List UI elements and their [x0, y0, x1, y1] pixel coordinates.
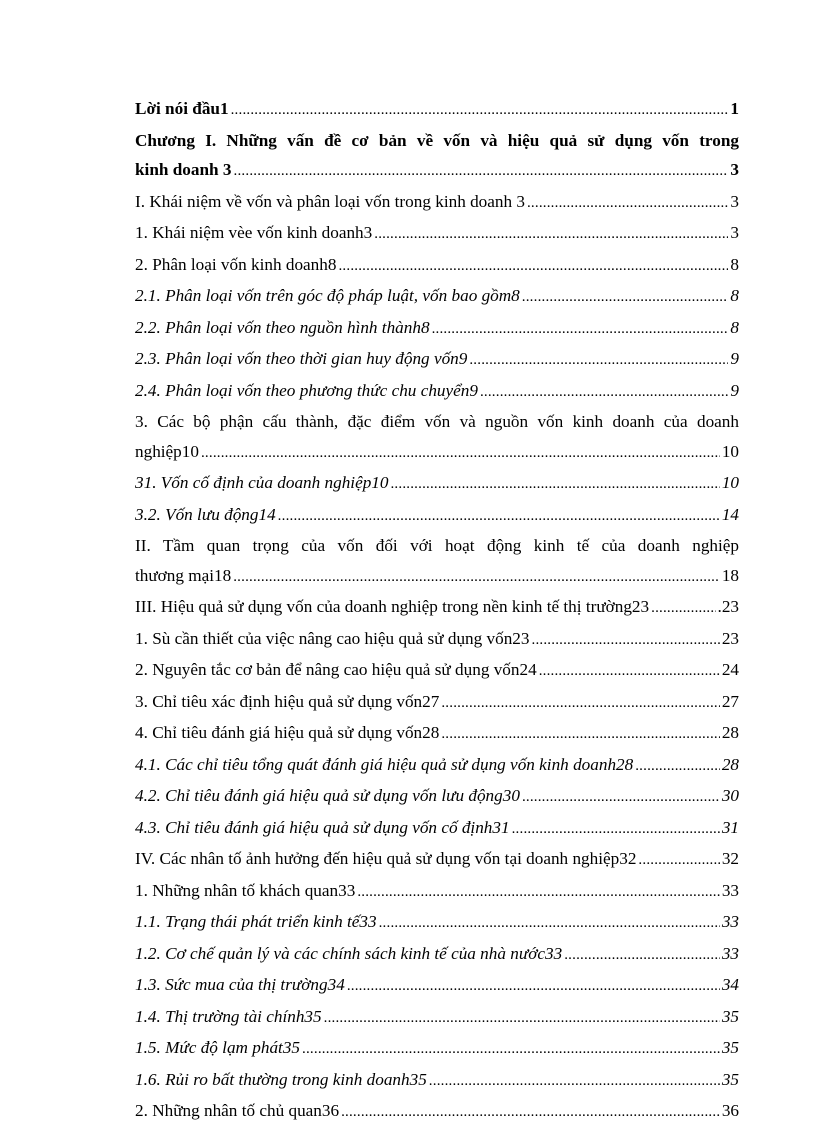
toc-page-number: 8: [730, 254, 739, 274]
toc-entry-title: 2.2. Phân loại vốn theo nguồn hình thành8: [135, 317, 430, 337]
toc-page-number: .23: [717, 597, 739, 616]
toc-page-number: 33: [721, 943, 739, 963]
toc-entry-title: 4.1. Các chỉ tiêu tổng quát đánh giá hiệu quả sử dụng vốn kinh doanh28: [135, 754, 634, 774]
toc-dot-leader: [532, 626, 720, 656]
toc-entry-title: nghiệp10: [135, 441, 199, 461]
toc-entry-heading-line: 3. Các bộ phận cấu thành, đặc điểm vốn và nguồn vốn kinh doanh của doanh: [135, 412, 739, 431]
toc-entry[interactable]: [135, 781, 739, 813]
toc-dot-leader: [539, 657, 720, 687]
toc-entry[interactable]: [135, 218, 739, 250]
toc-dot-leader: [338, 252, 728, 282]
toc-dot-leader: [651, 594, 715, 624]
toc-entry[interactable]: [135, 376, 739, 408]
toc-entry[interactable]: [135, 1065, 739, 1097]
toc-page-number: 32: [721, 849, 739, 868]
toc-page-number: 8: [730, 317, 739, 337]
toc-entry[interactable]: [135, 970, 739, 1002]
toc-entry-title: 2.3. Phân loại vốn theo thời gian huy động vốn9: [135, 349, 468, 368]
toc-entry-title: 1. Những nhân tố khách quan33: [135, 880, 356, 900]
toc-entry[interactable]: [135, 655, 739, 687]
toc-page-number: 10: [721, 441, 739, 461]
toc-page-number: 36: [721, 1101, 739, 1120]
toc-dot-leader: [234, 157, 729, 187]
toc-entry-title: 1.3. Sức mua của thị trường34: [135, 975, 345, 994]
toc-dot-leader: [233, 563, 720, 593]
toc-dot-leader: [201, 439, 720, 469]
toc-entry-heading-line: Chương I. Những vấn đề cơ bản về vốn và hiệu quả sử dụng vốn trong: [135, 130, 739, 150]
toc-entry[interactable]: [135, 281, 739, 313]
toc-entry[interactable]: [135, 437, 739, 469]
toc-entry-title: I. Khái niệm về vốn và phân loại vốn trong kinh doanh 3: [135, 191, 525, 211]
toc-entry-title: 2. Phân loại vốn kinh doanh8: [135, 254, 337, 274]
toc-dot-leader: [441, 720, 719, 750]
toc-dot-leader: [432, 315, 729, 345]
toc-dot-leader: [469, 346, 728, 376]
toc-page-number: 18: [721, 565, 739, 585]
toc-dot-leader: [231, 96, 729, 126]
toc-dot-leader: [635, 752, 720, 782]
toc-entry-title: 1. Sù cần thiết của việc nâng cao hiệu quả sử dụng vốn23: [135, 628, 530, 648]
toc-page-number: 3: [730, 160, 739, 179]
toc-page-number: 24: [721, 660, 739, 679]
toc-entry[interactable]: [135, 561, 739, 593]
toc-entry-title: 1.2. Cơ chế quản lý và các chính sách kinh tế của nhà nước33: [135, 943, 563, 963]
toc-page-number: 9: [730, 349, 739, 368]
toc-entry-title: 1.5. Mức độ lạm phát35: [135, 1038, 301, 1057]
toc-page-number: 8: [730, 286, 739, 305]
toc-entry[interactable]: [135, 687, 739, 719]
toc-dot-leader: [522, 783, 720, 813]
toc-entry[interactable]: [135, 1002, 739, 1034]
toc-dot-leader: [347, 972, 720, 1002]
toc-entry[interactable]: [135, 718, 739, 750]
toc-entry-title: kinh doanh 3: [135, 160, 232, 179]
toc-page-number: 27: [721, 691, 739, 711]
toc-entry[interactable]: [135, 1033, 739, 1065]
toc-entry[interactable]: [135, 939, 739, 971]
toc-dot-leader: [278, 502, 720, 532]
toc-entry[interactable]: [135, 500, 739, 532]
toc-entry-title: 1.4. Thị trường tài chính35: [135, 1006, 322, 1026]
toc-entry[interactable]: [135, 155, 739, 187]
toc-entry[interactable]: [135, 313, 739, 345]
toc-entry[interactable]: [135, 344, 739, 376]
toc-page-number: 14: [721, 504, 739, 524]
toc-dot-leader: [324, 1004, 720, 1034]
toc-page-number: 3: [730, 223, 739, 242]
toc-entry-title: 2.1. Phân loại vốn trên góc độ pháp luật, vốn bao gồm8: [135, 286, 520, 305]
table-of-contents: [135, 94, 739, 1128]
toc-entry[interactable]: [135, 592, 739, 624]
toc-page-number: 9: [730, 380, 739, 400]
toc-entry[interactable]: [135, 876, 739, 908]
toc-dot-leader: [379, 909, 720, 939]
toc-entry-title: 1. Khái niệm vèe vốn kinh doanh3: [135, 223, 373, 242]
toc-entry[interactable]: [135, 750, 739, 782]
toc-entry-title: 31. Vốn cố định của doanh nghiệp10: [135, 473, 389, 492]
toc-page-number: 1: [730, 99, 739, 118]
toc-entry[interactable]: [135, 624, 739, 656]
toc-page-number: 3: [730, 191, 739, 211]
toc-page-number: 30: [721, 786, 739, 805]
toc-dot-leader: [374, 220, 728, 250]
toc-entry-title: Lời nói đầu1: [135, 99, 229, 118]
toc-page-number: 35: [721, 1069, 739, 1089]
toc-entry-title: thương mại18: [135, 565, 232, 585]
toc-page-number: 35: [721, 1006, 739, 1026]
toc-entry-title: 4. Chỉ tiêu đánh giá hiệu quả sử dụng vốn28: [135, 723, 440, 742]
toc-dot-leader: [357, 878, 720, 908]
toc-entry-heading-line: II. Tầm quan trọng của vốn đối với hoạt động kinh tế của doanh nghiệp: [135, 536, 739, 555]
toc-entry[interactable]: [135, 907, 739, 939]
toc-dot-leader: [638, 846, 719, 876]
toc-dot-leader: [527, 189, 728, 219]
toc-entry-title: 2. Những nhân tố chủ quan36: [135, 1101, 340, 1120]
toc-dot-leader: [564, 941, 720, 971]
toc-entry-title: IV. Các nhân tố ảnh hưởng đến hiệu quả sử dụng vốn tại doanh nghiệp32: [135, 849, 637, 868]
toc-entry-title: 3.2. Vốn lưu động14: [135, 504, 276, 524]
toc-entry[interactable]: [135, 187, 739, 219]
toc-page-number: 34: [721, 975, 739, 994]
toc-entry-title: 1.1. Trạng thái phát triển kinh tế33: [135, 912, 377, 931]
toc-entry-title: 1.6. Rủi ro bất thường trong kinh doanh35: [135, 1069, 427, 1089]
toc-entry[interactable]: [135, 250, 739, 282]
toc-dot-leader: [512, 815, 720, 845]
toc-dot-leader: [390, 470, 719, 500]
toc-page-number: 10: [721, 473, 739, 492]
toc-page-number: 28: [721, 723, 739, 742]
toc-page-number: 31: [721, 817, 739, 837]
toc-entry-title: 3. Chỉ tiêu xác định hiệu quả sử dụng vốn27: [135, 691, 440, 711]
toc-page-number: 35: [721, 1038, 739, 1057]
toc-entry-title: 2. Nguyên tắc cơ bản để nâng cao hiệu quả sử dụng vốn24: [135, 660, 537, 679]
toc-page-number: 28: [721, 754, 739, 774]
toc-dot-leader: [480, 378, 728, 408]
toc-dot-leader: [522, 283, 729, 313]
toc-entry[interactable]: [135, 813, 739, 845]
toc-page-number: 33: [721, 912, 739, 931]
toc-entry-title: 4.2. Chỉ tiêu đánh giá hiệu quả sử dụng vốn lưu động30: [135, 786, 520, 805]
toc-entry[interactable]: [135, 844, 739, 876]
toc-entry-title: III. Hiệu quả sử dụng vốn của doanh nghiệp trong nền kinh tế thị trường23: [135, 597, 650, 616]
toc-dot-leader: [441, 689, 719, 719]
toc-dot-leader: [302, 1035, 720, 1065]
toc-entry[interactable]: [135, 94, 739, 126]
toc-page-number: 33: [721, 880, 739, 900]
toc-page-number: 23: [721, 628, 739, 648]
toc-entry-title: 2.4. Phân loại vốn theo phương thức chu chuyển9: [135, 380, 478, 400]
toc-entry-title: 4.3. Chỉ tiêu đánh giá hiệu quả sử dụng vốn cố định31: [135, 817, 510, 837]
toc-dot-leader: [341, 1098, 720, 1128]
toc-entry[interactable]: [135, 468, 739, 500]
toc-dot-leader: [429, 1067, 720, 1097]
